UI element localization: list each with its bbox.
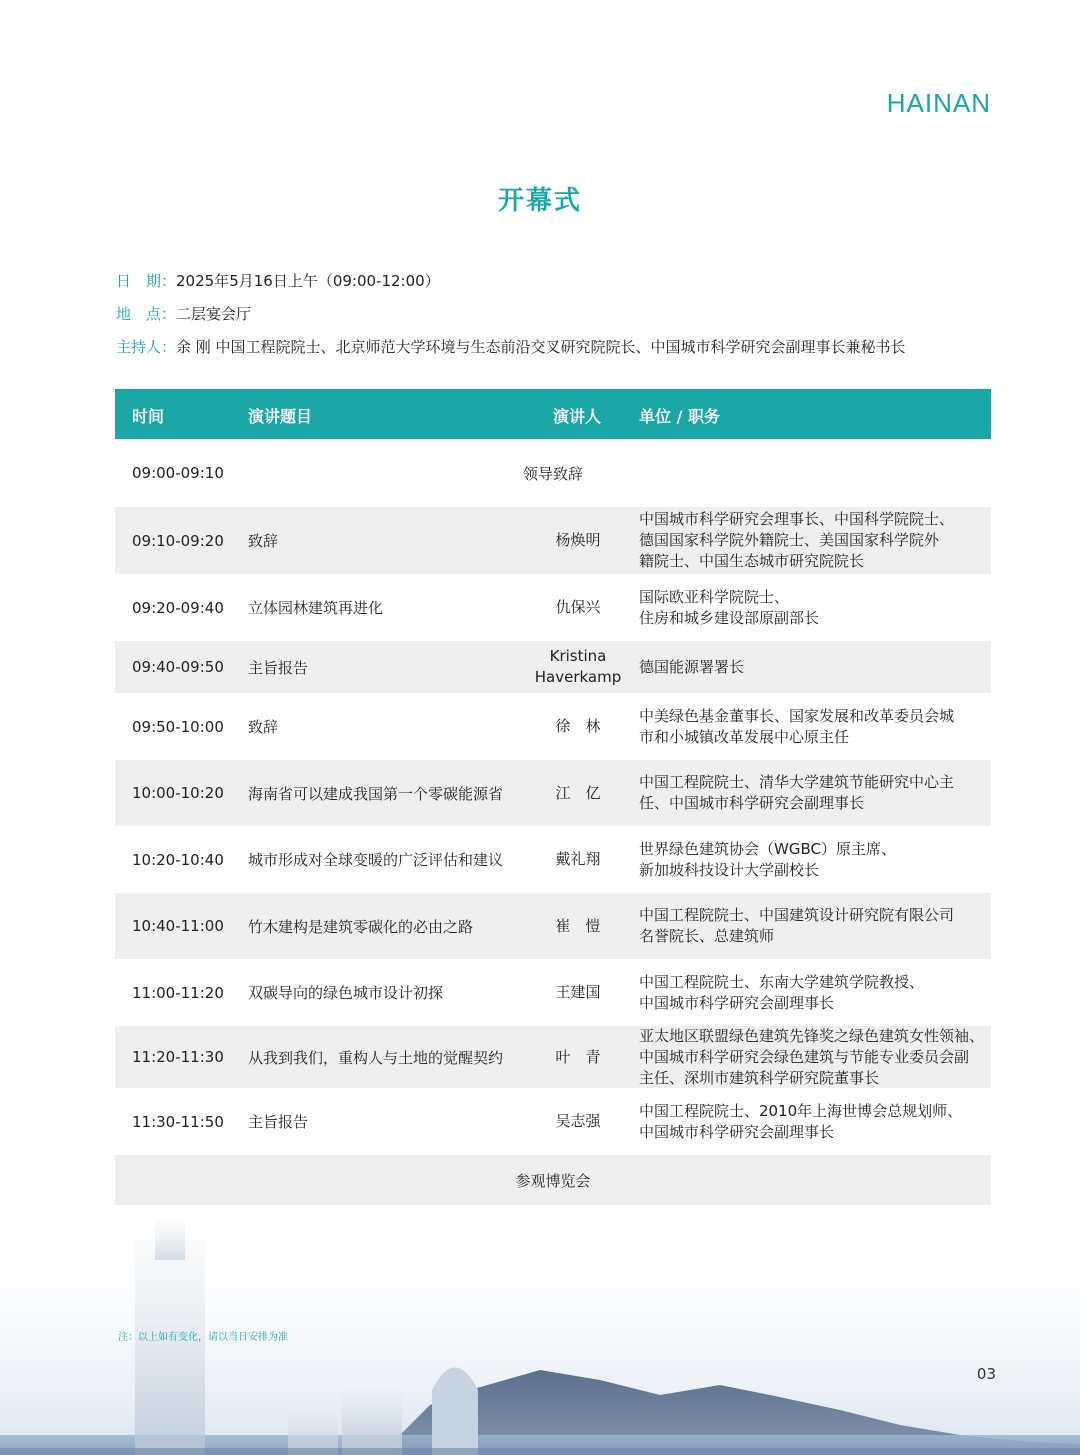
row-topic: 从我到我们，重构人与土地的觉醒契约 <box>248 1048 504 1067</box>
place-value: 二层宴会厅 <box>176 305 252 323</box>
row-time: 11:20-11:30 <box>132 1048 224 1066</box>
row-unit: 德国能源署署长 <box>639 657 745 676</box>
row-unit: 国际欧亚科学院院士、 住房和城乡建设部原副部长 <box>639 587 820 627</box>
table-row <box>115 693 991 760</box>
table-row <box>115 507 991 574</box>
row-time: 09:40-09:50 <box>132 658 224 676</box>
host-label: 主持人： <box>116 338 177 356</box>
date-label: 日 期： <box>116 272 177 290</box>
row-speaker: 徐 林 <box>555 717 601 735</box>
host-line <box>116 336 906 357</box>
row-time: 10:40-11:00 <box>132 917 224 935</box>
header-time: 时间 <box>132 407 165 426</box>
row-speaker: 王建国 <box>555 983 601 1001</box>
table-row <box>115 574 991 641</box>
place-line <box>116 303 251 324</box>
row-topic: 主旨报告 <box>248 658 309 677</box>
row-unit: 中国城市科学研究会理事长、中国科学院院士、 德国国家科学院外籍院士、美国国家科学院外 籍院士、中国生态城市研究院院长 <box>639 510 955 570</box>
schedule-table <box>115 389 991 1205</box>
row-topic: 致辞 <box>248 718 279 736</box>
row-unit: 中国工程院院士、清华大学建筑节能研究中心主 任、中国城市科学研究会副理事长 <box>639 773 955 812</box>
row-unit: 亚太地区联盟绿色建筑先锋奖之绿色建筑女性领袖、 中国城市科学研究会绿色建筑与节能专业委员会副 主任、深圳市建筑科学研究院董事长 <box>639 1026 985 1087</box>
row-topic: 领导致辞 <box>522 464 583 483</box>
row-topic: 双碳导向的绿色城市设计初探 <box>248 984 444 1002</box>
page-title: 开幕式 <box>497 186 582 216</box>
row-topic: 主旨报告 <box>248 1113 309 1131</box>
table-row-opening <box>115 439 991 507</box>
table-row <box>115 641 991 693</box>
row-speaker: 仇保兴 <box>555 598 601 616</box>
row-speaker: Kristina Haverkamp <box>534 647 622 686</box>
row-time: 09:50-10:00 <box>132 717 224 736</box>
row-topic: 竹木建构是建筑零碳化的必由之路 <box>248 917 474 936</box>
row-speaker: 叶 青 <box>555 1047 601 1066</box>
row-unit: 中美绿色基金董事长、国家发展和改革委员会城 市和小城镇改革发展中心原主任 <box>639 706 955 746</box>
row-speaker: 崔 愷 <box>555 916 601 935</box>
header-topic: 演讲题目 <box>248 407 313 426</box>
row-time: 09:20-09:40 <box>132 598 224 617</box>
row-topic: 参观博览会 <box>515 1171 591 1190</box>
row-topic: 致辞 <box>248 532 279 550</box>
page-number: 03 <box>976 1365 996 1383</box>
row-unit: 中国工程院院士、东南大学建筑学院教授、 中国城市科学研究会副理事长 <box>639 972 925 1012</box>
brand-label: HAINAN <box>886 88 991 118</box>
table-row <box>115 760 991 826</box>
row-speaker: 戴礼翔 <box>555 850 601 868</box>
header-unit: 单位 / 职务 <box>639 407 720 426</box>
date-value: 2025年5月16日上午（09:00-12:00） <box>176 272 440 290</box>
row-time: 10:20-10:40 <box>132 850 224 869</box>
row-time: 09:10-09:20 <box>132 531 224 550</box>
row-unit: 中国工程院院士、中国建筑设计研究院有限公司 名誉院长、总建筑师 <box>639 906 955 945</box>
table-row <box>115 893 991 959</box>
row-topic: 立体园林建筑再进化 <box>248 599 384 617</box>
footnote: 注：以上如有变化，请以当日安排为准 <box>118 1332 288 1343</box>
table-header <box>115 389 991 439</box>
row-time: 11:00-11:20 <box>132 983 224 1002</box>
row-speaker: 杨焕明 <box>555 531 601 549</box>
row-unit: 世界绿色建筑协会（WGBC）原主席、 新加坡科技设计大学副校长 <box>639 839 896 879</box>
table-row <box>115 1026 991 1088</box>
table-row <box>115 826 991 893</box>
place-label: 地 点： <box>116 305 177 323</box>
row-topic: 海南省可以建成我国第一个零碳能源省 <box>248 784 504 803</box>
row-unit: 中国工程院院士、2010年上海世博会总规划师、 中国城市科学研究会副理事长 <box>639 1101 963 1141</box>
date-line <box>116 270 440 291</box>
table-row <box>115 1088 991 1155</box>
row-time: 10:00-10:20 <box>132 784 224 802</box>
row-time: 11:30-11:50 <box>132 1112 224 1131</box>
table-row <box>115 959 991 1026</box>
row-topic: 城市形成对全球变暖的广泛评估和建议 <box>248 851 504 869</box>
row-speaker: 吴志强 <box>555 1112 601 1130</box>
host-value: 余 刚 中国工程院院士、北京师范大学环境与生态前沿交叉研究院院长、中国城市科学研究会副理事长兼秘书长 <box>176 338 906 356</box>
row-time: 09:00-09:10 <box>132 464 224 482</box>
table-row-closing <box>115 1155 991 1205</box>
header-speaker: 演讲人 <box>553 407 602 426</box>
row-speaker: 江 亿 <box>555 783 601 802</box>
